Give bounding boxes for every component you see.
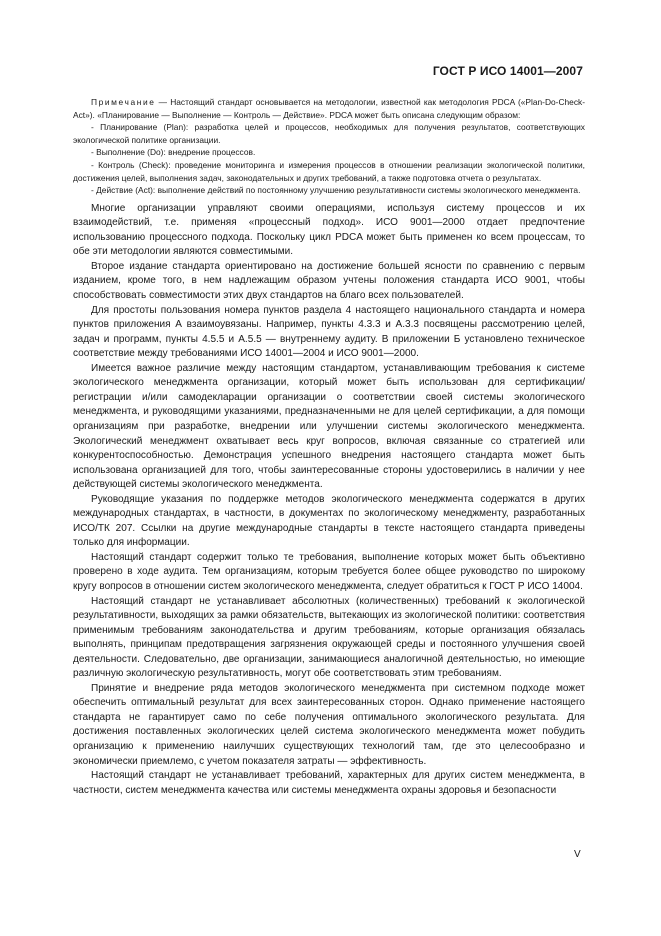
note-item-check: - Контроль (Check): проведение мониторинга и измерения процессов в отношении реализации экологической политики, достижения целей, выполнения задач, законодательных и других требований, а также подготовка отчета о результатах. [73,159,585,183]
note-item-do: - Выполнение (Do): внедрение процессов. [91,147,256,158]
document-header: ГОСТ Р ИСО 14001—2007 [432,64,583,78]
note-item-act: - Действие (Act): выполнение действий по постоянному улучшению результативности системы экологического менеджмента. [91,185,581,196]
note-block [73,96,585,197]
paragraph: Имеется важное различие между настоящим стандартом, устанавливающим требования к системе экологического менеджмента организации, который может быть использован для сертификации/регистрации и/или самодекларации организации о соответствии своей системы экологического менеджмента, и руководящими указаниями, предназначенными не для целей сертификации, а для помощи организациям при разработке, внедрении или улучшении системы экологического менеджмента. Экологический менеджмент охватывает весь круг вопросов, включая связанные со стратегией или конкурентоспособностью. Демонстрация успешного внедрения настоящего стандарта может быть использована организацией для того, чтобы заинтересованные стороны удостоверились в наличии у нее действующей системы экологического менеджмента. [73,362,585,491]
body-text [73,202,585,798]
paragraph: Многие организации управляют своими операциями, используя систему процессов и их взаимодействий, т.е. применяя «процессный подход». ИСО 9001—2000 отдает предпочтение использованию процессного подхода. Поскольку цикл PDCA может быть применен ко всем процессам, то обе эти методологии являются совместимыми. [73,202,585,258]
paragraph: Настоящий стандарт содержит только те требования, выполнение которых может быть объективно проверено в ходе аудита. Тем организациям, которым требуется более общее руководство по широкому кругу вопросов в отношении систем экологического менеджмента, следует обратиться к ГОСТ Р ИСО 14004. [73,551,585,592]
note-text: — Настоящий стандарт основывается на методологии, известной как методология PDCA («Plan-Do-Check-Act»). «Планирование — Выполнение — Контроль — Действие». PDCA может быть описана следующим образом: [73,97,585,120]
paragraph: Второе издание стандарта ориентировано на достижение большей ясности по сравнению с первым изданием, кроме того, в нем надлежащим образом учтены положения стандарта ИСО 9001, чтобы способствовать совместимости этих двух стандартов на благо всех пользователей. [73,260,585,302]
paragraph: Для простоты пользования номера пунктов раздела 4 настоящего национального стандарта и номера пунктов приложения А взаимоувязаны. Например, пункты 4.3.3 и А.3.3 посвящены рассмотрению целей, задач и программ, пункты 4.5.5 и А.5.5 — внутреннему аудиту. В приложении Б установлено техническое соответствие между требованиями ИСО 14001—2004 и ИСО 9001—2000. [73,304,585,360]
note-intro [73,96,585,121]
note-label: Примечание [91,97,156,107]
note-item-plan: - Планирование (Plan): разработка целей и процессов, необходимых для получения результатов, соответствующих экологической политике организации. [73,122,585,145]
paragraph: Настоящий стандарт не устанавливает абсолютных (количественных) требований к экологической результативности, выходящих за рамки обязательств, вытекающих из экологической политики: соответствия применимым требованиям законодательства и другим требованиям, которые организация обязалась выполнять, принципам предотвращения загрязнения окружающей среды и постоянного улучшения своей деятельности. Следовательно, две организации, занимающиеся аналогичной деятельностью, но имеющие различную экологическую результативность, могут обе соответствовать этим требованиям. [73,595,585,680]
paragraph: Настоящий стандарт не устанавливает требований, характерных для других систем менеджмента, в частности, систем менеджмента качества или системы менеджмента охраны здоровья и безопасности [73,770,585,796]
page-number: V [574,849,581,860]
paragraph: Принятие и внедрение ряда методов экологического менеджмента при системном подходе может обеспечить оптимальный результат для всех заинтересованных сторон. Однако применение настоящего стандарта не гарантирует само по себе получения оптимального экологического результата. Для достижения поставленных экологических целей система экологического менеджмента может побудить организацию к применению наилучших существующих технологий там, где это целесообразно и экономически приемлемо, с учетом показателя затраты — эффективность. [73,682,585,767]
page-content [73,96,585,798]
paragraph: Руководящие указания по поддержке методов экологического менеджмента содержатся в других международных стандартах, в частности, в документах по экологическому менеджменту, разработанных ИСО/ТК 207. Ссылки на другие международные стандарты в тексте настоящего стандарта приведены только для информации. [73,493,585,549]
